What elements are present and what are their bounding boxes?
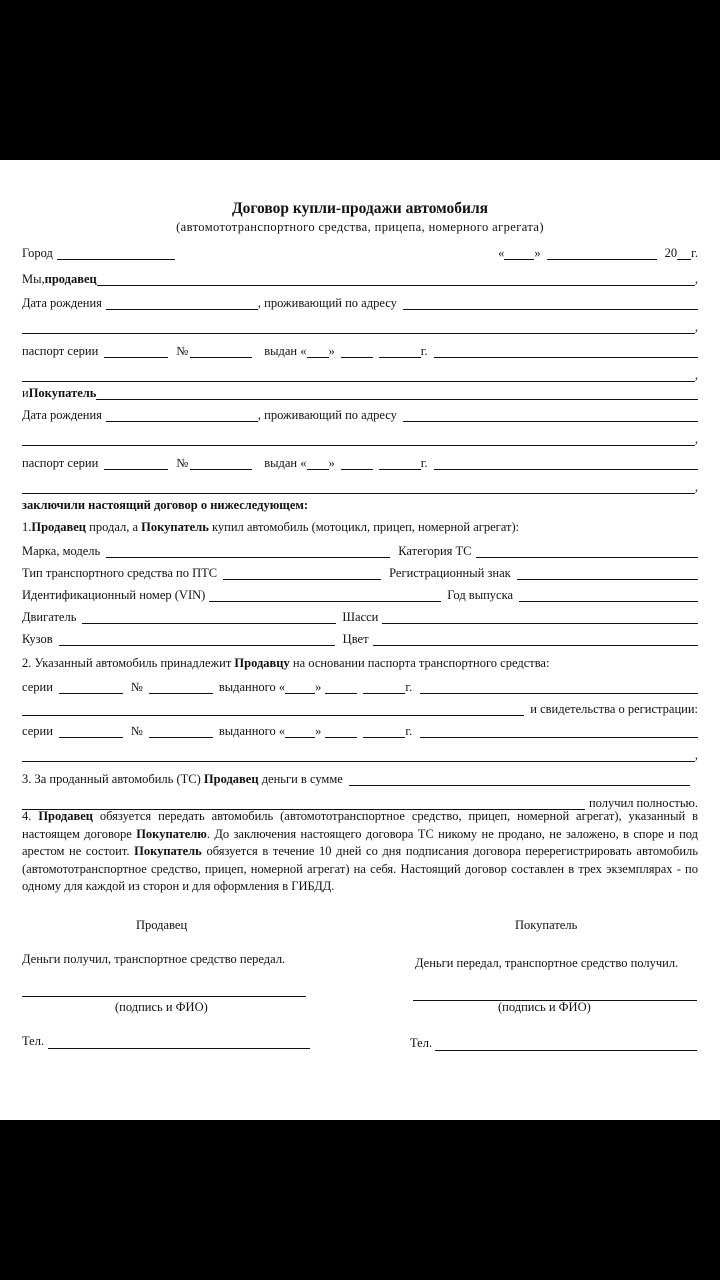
seller-row: Мы, продавец ,: [22, 272, 698, 286]
cert-year-field[interactable]: [363, 725, 405, 738]
cert-month-field[interactable]: [325, 725, 357, 738]
buyer-phone-field[interactable]: [435, 1050, 697, 1051]
buyer-issued-day-field[interactable]: [307, 457, 329, 470]
seller-word: продавец: [44, 272, 97, 286]
pts-issued-by-field-2[interactable]: [22, 703, 524, 716]
seller-address-row2: ,: [22, 314, 698, 334]
buyer-birth-field[interactable]: [106, 409, 258, 422]
seller-name-field[interactable]: [97, 273, 695, 286]
seller-signature-line[interactable]: [22, 996, 306, 997]
buyer-row: и Покупатель: [22, 380, 698, 400]
pts-year-field[interactable]: [363, 681, 405, 694]
cert-day-field[interactable]: [285, 725, 315, 738]
seller-issued-month-field[interactable]: [341, 345, 373, 358]
seller-address-field-2[interactable]: [22, 321, 695, 334]
amount-row2: получил полностью.: [22, 790, 698, 810]
seller-birth-field[interactable]: [106, 297, 258, 310]
contract-document: [0, 160, 720, 1120]
category-field[interactable]: [476, 545, 698, 558]
seller-sign-fio-label: (подпись и ФИО): [115, 1000, 208, 1014]
seller-passport-series-field[interactable]: [104, 345, 168, 358]
seller-passport-row2: ,: [22, 362, 698, 382]
pts-month-field[interactable]: [325, 681, 357, 694]
make-model-field[interactable]: [106, 545, 390, 558]
vin-year-row: Идентификационный номер (VIN) Год выпуска: [22, 582, 698, 602]
seller-passport-number-field[interactable]: [190, 345, 252, 358]
document-subtitle: (автомототранспортного средства, прицепа, номерного агрегата): [176, 220, 544, 234]
clause-3: 3. За проданный автомобиль (ТС) Продавец деньги в сумме: [22, 766, 698, 786]
buyer-passport-number-field[interactable]: [190, 457, 252, 470]
buyer-issued-year-field[interactable]: [379, 457, 421, 470]
chassis-field[interactable]: [382, 611, 698, 624]
buyer-birth-row: Дата рождения , проживающий по адресу: [22, 402, 698, 422]
buyer-passport-row: паспорт серии № выдан « » г.: [22, 450, 698, 470]
city-label: Город: [22, 246, 53, 260]
color-field[interactable]: [373, 633, 698, 646]
pts-row: серии № выданного « » г.: [22, 674, 698, 694]
clause-4: 4. Продавец обязуется передать автомобиль (автомототранспортное средство, прицеп, номерной агрегат), указанный в настоящем договоре Покупателю. До заключения настоящего договора ТС никому не продано, не заложено, в споре и под арестом не состоит. Покупатель обязуется в течение 10 дней со дня подписания договора перерегистрировать автомобиль (автомототранспортное средство, прицеп, номерной агрегат) на себя. Настоящий договор составлен в трех экземплярах - по одному для каждой из сторон и для оформления в ГИБДД.: [22, 809, 699, 893]
clause-2: 2. Указанный автомобиль принадлежит Продавцу на основании паспорта транспортного средства:: [22, 656, 550, 670]
city-field[interactable]: [57, 247, 175, 260]
engine-chassis-row: Двигатель Шасси: [22, 604, 698, 624]
cert-row: серии № выданного « » г.: [22, 718, 698, 738]
year-field[interactable]: [677, 247, 691, 260]
seller-birth-row: Дата рождения , проживающий по адресу: [22, 290, 698, 310]
make-category-row: Марка, модель Категория ТС: [22, 538, 698, 558]
buyer-passport-series-field[interactable]: [104, 457, 168, 470]
cert-issued-by-field[interactable]: [420, 725, 698, 738]
buyer-sign-fio-label: (подпись и ФИО): [498, 1000, 591, 1014]
seller-signature-note: Деньги получил, транспортное средство передал.: [22, 952, 286, 966]
buyer-signature-note: Деньги передал, транспортное средство получил.: [415, 956, 679, 970]
city-date-row: Город « » 20 г.: [22, 246, 698, 260]
buyer-address-field[interactable]: [403, 409, 698, 422]
agreement-heading: заключили настоящий договор о нижеследующем:: [22, 498, 309, 512]
pts-series-field[interactable]: [59, 681, 123, 694]
seller-signature-title: Продавец: [136, 918, 188, 932]
buyer-word: Покупатель: [28, 386, 97, 400]
seller-issued-by-field[interactable]: [434, 345, 698, 358]
seller-passport-row: паспорт серии № выдан « » г.: [22, 338, 698, 358]
clause-1: 1. Продавец продал, а Покупатель купил автомобиль (мотоцикл, прицеп, номерной агрегат):: [22, 520, 520, 534]
day-field[interactable]: [504, 247, 534, 260]
seller-phone-field[interactable]: [48, 1048, 310, 1049]
amount-field[interactable]: [349, 773, 690, 786]
vin-field[interactable]: [209, 589, 441, 602]
buyer-issued-month-field[interactable]: [341, 457, 373, 470]
pts-day-field[interactable]: [285, 681, 315, 694]
cert-row2: ,: [22, 742, 698, 762]
pts-issued-by-field[interactable]: [420, 681, 698, 694]
buyer-issued-by-field[interactable]: [434, 457, 698, 470]
pts-row2: и свидетельства о регистрации:: [22, 696, 698, 716]
engine-field[interactable]: [82, 611, 336, 624]
cert-number-field[interactable]: [149, 725, 213, 738]
type-reg-row: Тип транспортного средства по ПТС Регистрационный знак: [22, 560, 698, 580]
cert-series-field[interactable]: [59, 725, 123, 738]
body-field[interactable]: [59, 633, 335, 646]
reg-sign-field[interactable]: [517, 567, 698, 580]
vehicle-type-field[interactable]: [223, 567, 381, 580]
buyer-passport-row2: ,: [22, 474, 698, 494]
seller-issued-day-field[interactable]: [307, 345, 329, 358]
document-title: Договор купли-продажи автомобиля: [231, 200, 489, 217]
year-made-field[interactable]: [519, 589, 698, 602]
month-field[interactable]: [547, 247, 657, 260]
seller-issued-year-field[interactable]: [379, 345, 421, 358]
seller-address-field[interactable]: [403, 297, 698, 310]
buyer-name-field[interactable]: [96, 387, 698, 400]
buyer-address-row2: ,: [22, 426, 698, 446]
pts-number-field[interactable]: [149, 681, 213, 694]
body-color-row: Кузов Цвет: [22, 626, 698, 646]
buyer-phone-label: Тел.: [410, 1036, 433, 1050]
seller-phone-label: Тел.: [22, 1034, 45, 1048]
buyer-signature-title: Покупатель: [515, 918, 578, 932]
buyer-address-field-2[interactable]: [22, 433, 695, 446]
cert-issued-by-field-2[interactable]: [22, 749, 695, 762]
